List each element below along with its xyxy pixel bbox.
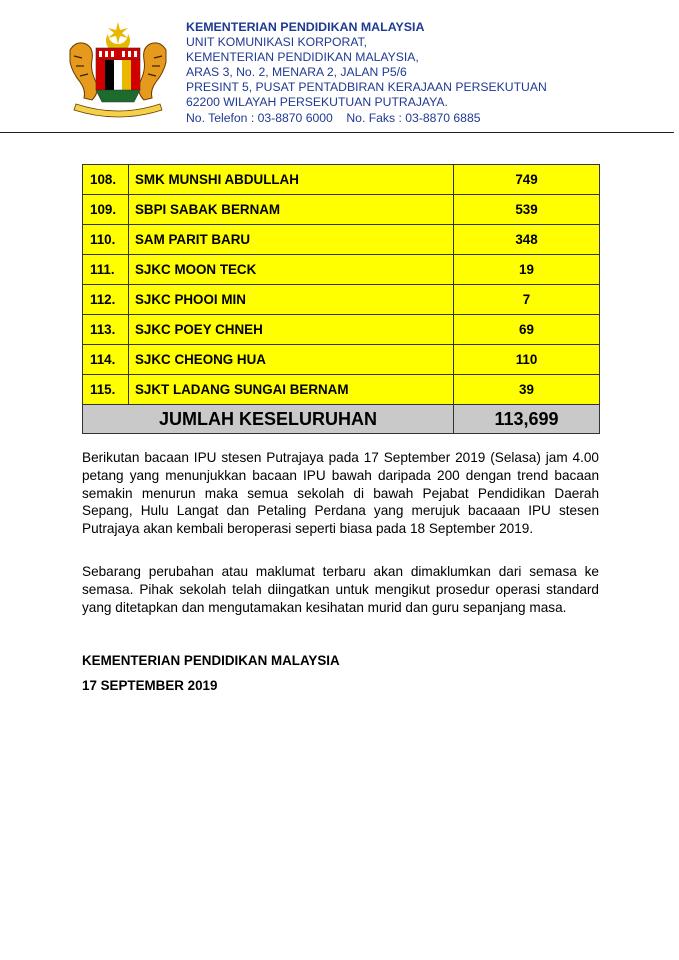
school-name: SBPI SABAK BERNAM bbox=[129, 195, 454, 225]
school-count: 19 bbox=[454, 255, 600, 285]
row-number: 108. bbox=[83, 165, 129, 195]
table-row bbox=[83, 255, 600, 285]
row-number: 109. bbox=[83, 195, 129, 225]
total-row bbox=[83, 405, 600, 434]
school-count: 539 bbox=[454, 195, 600, 225]
school-name: SJKC PHOOI MIN bbox=[129, 285, 454, 315]
signoff-date: 17 SEPTEMBER 2019 bbox=[82, 678, 218, 693]
letterhead-address-block bbox=[186, 20, 547, 126]
school-count: 348 bbox=[454, 225, 600, 255]
letterhead-line: ARAS 3, No. 2, MENARA 2, JALAN P5/6 bbox=[186, 65, 407, 80]
letterhead-line: UNIT KOMUNIKASI KORPORAT, bbox=[186, 35, 368, 50]
school-name: SJKC MOON TECK bbox=[129, 255, 454, 285]
school-count: 110 bbox=[454, 345, 600, 375]
table-row bbox=[83, 225, 600, 255]
school-count: 7 bbox=[454, 285, 600, 315]
letterhead bbox=[0, 0, 679, 132]
row-number: 115. bbox=[83, 375, 129, 405]
letterhead-line: No. Telefon : 03-8870 6000 No. Faks : 03-8870 6885 bbox=[186, 110, 481, 125]
row-number: 111. bbox=[83, 255, 129, 285]
table-row bbox=[83, 285, 600, 315]
row-number: 112. bbox=[83, 285, 129, 315]
letterhead-line: KEMENTERIAN PENDIDIKAN MALAYSIA, bbox=[186, 50, 419, 65]
school-name: SJKC CHEONG HUA bbox=[129, 345, 454, 375]
letterhead-ministry: KEMENTERIAN PENDIDIKAN MALAYSIA bbox=[186, 20, 425, 34]
school-table bbox=[82, 164, 600, 434]
row-number: 110. bbox=[83, 225, 129, 255]
body-paragraph-2: Sebarang perubahan atau maklumat terbaru akan dimaklumkan dari semasa ke semasa. Pihak sekolah telah diingatkan untuk mengikut prosedur operasi standard yang ditetapkan dan mengutamakan kesihatan murid dan guru sepanjang masa. bbox=[82, 564, 599, 615]
table-row bbox=[83, 195, 600, 225]
row-number: 113. bbox=[83, 315, 129, 345]
table-row bbox=[83, 345, 600, 375]
malaysia-coat-of-arms-icon bbox=[62, 20, 174, 118]
school-name: SAM PARIT BARU bbox=[129, 225, 454, 255]
table-row bbox=[83, 165, 600, 195]
signoff-ministry: KEMENTERIAN PENDIDIKAN MALAYSIA bbox=[82, 653, 340, 668]
total-label: JUMLAH KESELURUHAN bbox=[83, 405, 454, 434]
school-count: 749 bbox=[454, 165, 600, 195]
total-value: 113,699 bbox=[454, 405, 600, 434]
school-name: SJKT LADANG SUNGAI BERNAM bbox=[129, 375, 454, 405]
header-divider bbox=[0, 132, 674, 133]
letterhead-line: PRESINT 5, PUSAT PENTADBIRAN KERAJAAN PERSEKUTUAN bbox=[186, 80, 547, 95]
school-name: SJKC POEY CHNEH bbox=[129, 315, 454, 345]
table-row bbox=[83, 315, 600, 345]
letterhead-line: 62200 WILAYAH PERSEKUTUAN PUTRAJAYA. bbox=[186, 95, 448, 110]
body-paragraph-1: Berikutan bacaan IPU stesen Putrajaya pada 17 September 2019 (Selasa) jam 4.00 petang yang menunjukkan bacaan IPU bawah daripada 200 dengan trend bacaan semakin menurun maka semua sekolah di bawah Pejabat Pendidikan Daerah Sepang, Hulu Langat dan Petaling Perdana yang merujuk bacaaan IPU stesen Putrajaya akan kembali beroperasi seperti biasa pada 18 September 2019. bbox=[82, 450, 599, 537]
row-number: 114. bbox=[83, 345, 129, 375]
school-count: 39 bbox=[454, 375, 600, 405]
school-count: 69 bbox=[454, 315, 600, 345]
table-row bbox=[83, 375, 600, 405]
school-name: SMK MUNSHI ABDULLAH bbox=[129, 165, 454, 195]
